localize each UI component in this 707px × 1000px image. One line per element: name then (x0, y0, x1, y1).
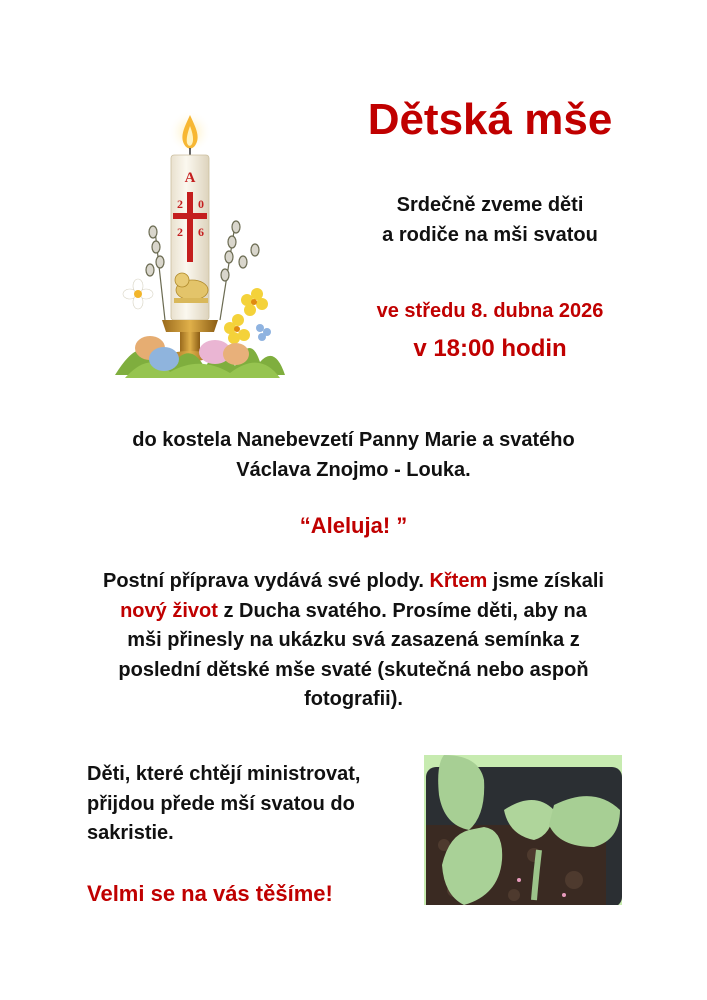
invitation-line: Srdečně zveme děti (396, 194, 584, 216)
location-line: Václava Znojmo - Louka. (236, 459, 471, 481)
altar-servers-note (87, 760, 407, 849)
paragraph-line: poslední dětské mše svaté (skutečná nebo aspoň (118, 658, 589, 681)
paschal-candle-illustration (110, 110, 290, 385)
svg-text:6: 6 (198, 225, 204, 239)
seedling-photo (424, 755, 622, 905)
event-date: ve středu 8. dubna 2026 (376, 300, 604, 322)
paragraph-line (60, 597, 647, 627)
paschal-candle-icon (110, 110, 290, 385)
page-title: Dětská mše (367, 95, 613, 144)
paragraph-line (60, 567, 647, 597)
servers-line: přijdou přede mší svatou do (87, 792, 355, 815)
seedling-icon (424, 755, 622, 905)
servers-line: sakristie. (87, 822, 174, 844)
invitation-text (330, 190, 650, 250)
svg-text:2: 2 (177, 225, 183, 239)
paragraph-line: mši přinesly na ukázku svá zasazená semínka z (127, 629, 580, 651)
paragraph-line: fotografii). (304, 688, 403, 710)
main-paragraph (60, 567, 647, 715)
location-line: do kostela Nanebevzetí Panny Marie a svatého (132, 429, 575, 451)
closing-text: Velmi se na vás těšíme! (87, 881, 333, 906)
event-location (60, 425, 647, 485)
paragraph-text: Postní příprava vydává své plody. (103, 570, 430, 592)
alleluia-quote: “Aleluja! ” (299, 513, 408, 538)
highlight-baptism: Křtem (429, 570, 488, 592)
svg-text:0: 0 (198, 197, 204, 211)
highlight-new-life: nový život (120, 599, 218, 622)
servers-line: Děti, které chtějí ministrovat, (87, 763, 361, 785)
svg-text:A: A (184, 170, 196, 186)
svg-text:2: 2 (177, 197, 183, 211)
invitation-line: a rodiče na mši svatou (382, 224, 598, 246)
paragraph-text: z Ducha svatého. Prosíme děti, aby na (217, 599, 587, 622)
paragraph-text: jsme získali (487, 570, 604, 592)
event-time: v 18:00 hodin (413, 335, 567, 362)
